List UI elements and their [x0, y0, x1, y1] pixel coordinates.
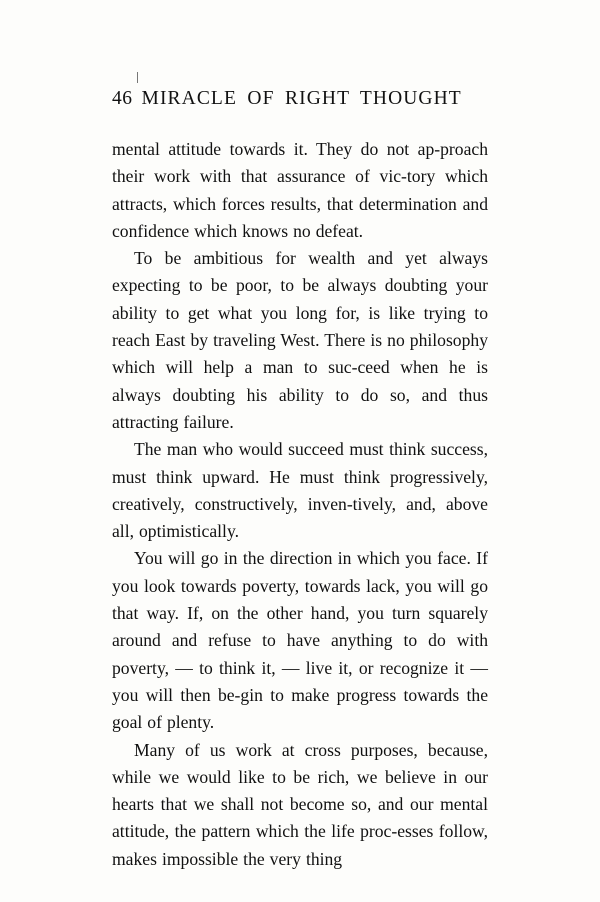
paragraph: Many of us work at cross purposes, because, while we would like to be rich, we believe in our hearts that we shall not become so, and our mental attitude, the pattern which the life proc-esses follow, makes impossible the very thing — [112, 739, 488, 869]
paragraph: To be ambitious for wealth and yet always expecting to be poor, to be always doubting your ability to get what you long for, is like trying to reach East by traveling West. There is no philosophy which will help a man to suc-ceed when he is always doubting his ability to do so, and thus attracting failure. — [112, 248, 488, 432]
body-text — [112, 136, 488, 873]
page-number: 46 — [112, 88, 133, 109]
page-text-block — [112, 72, 488, 873]
running-title: MIRACLE OF RIGHT THOUGHT — [141, 88, 462, 109]
paragraph: You will go in the direction in which you face. If you look towards poverty, towards lack, you will go that way. If, on the other hand, you turn squarely around and refuse to have anything to do with poverty, — to think it, — live it, or recognize it — you will then be-gin to make progress towards the goal of plenty. — [112, 548, 488, 733]
paragraph: The man who would succeed must think success, must think upward. He must think progressively, creatively, constructively, inven-tively, and, above all, optimistically. — [112, 439, 488, 542]
page-header — [112, 88, 488, 110]
page-margin-tick-mark — [137, 72, 138, 83]
paragraph: mental attitude towards it. They do not ap-proach their work with that assurance of vic-tory which attracts, which forces results, that determination and confidence which knows no defeat. — [112, 139, 488, 241]
